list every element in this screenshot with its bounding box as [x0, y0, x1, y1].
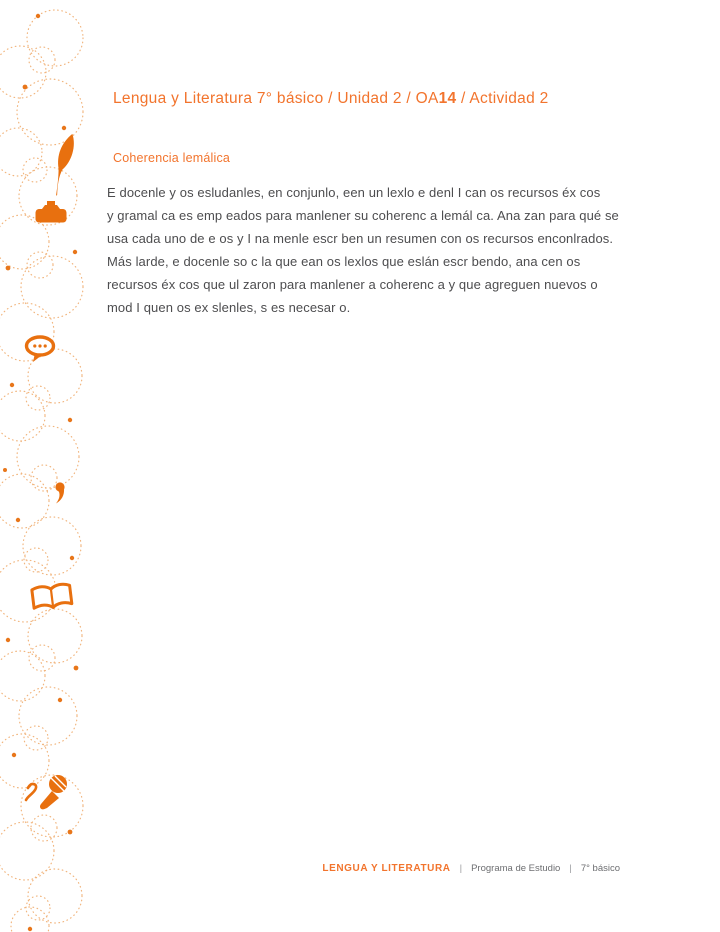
- speech-bubble-icon: [27, 337, 54, 362]
- footer-brand: LENGUA Y LITERATURA: [322, 863, 451, 874]
- paragraph-line: mod I quen os ex slenles, s es necesar o.: [107, 300, 351, 315]
- paragraph-line: Más larde, e docenle so c la que ean os lexlos que eslán escr bendo, ana cen os: [107, 254, 581, 269]
- page-title: [113, 90, 549, 108]
- microphone-icon: [26, 775, 67, 809]
- paragraph-line: E docenle y os esludanles, en conjunlo, een un lexlo e denl I can os recursos éx cos: [107, 185, 601, 200]
- comma-icon: [55, 482, 64, 503]
- page-title-prefix: Lengua y Literatura 7° básico / Unidad 2 / OA: [113, 90, 439, 107]
- activity-description: [107, 181, 622, 319]
- paragraph-line: recursos éx cos que ul zaron para manlener a coherenc a y que agreguen nuevos o: [107, 277, 598, 292]
- page-footer: [322, 863, 620, 874]
- footer-divider: |: [459, 863, 463, 874]
- open-book-icon: [32, 583, 72, 609]
- paragraph-line: usa cada uno de e os y I na menle escr ben un resumen con os recursos enconlrados.: [107, 231, 614, 246]
- footer-grade: 7° básico: [580, 863, 620, 874]
- paragraph-line: y gramal ca es emp eados para manlener su coherenc a lemál ca. Ana zan para qué se: [107, 208, 619, 223]
- footer-program: Programa de Estudio: [471, 863, 561, 874]
- sidebar-decoration: [0, 0, 95, 932]
- inkwell-icon: [36, 201, 67, 223]
- page-title-oa-number: 14: [438, 90, 457, 107]
- page-title-suffix: / Actividad 2: [456, 90, 549, 107]
- footer-divider: |: [569, 863, 572, 874]
- section-subtitle: Coherencia lemálica: [113, 151, 231, 165]
